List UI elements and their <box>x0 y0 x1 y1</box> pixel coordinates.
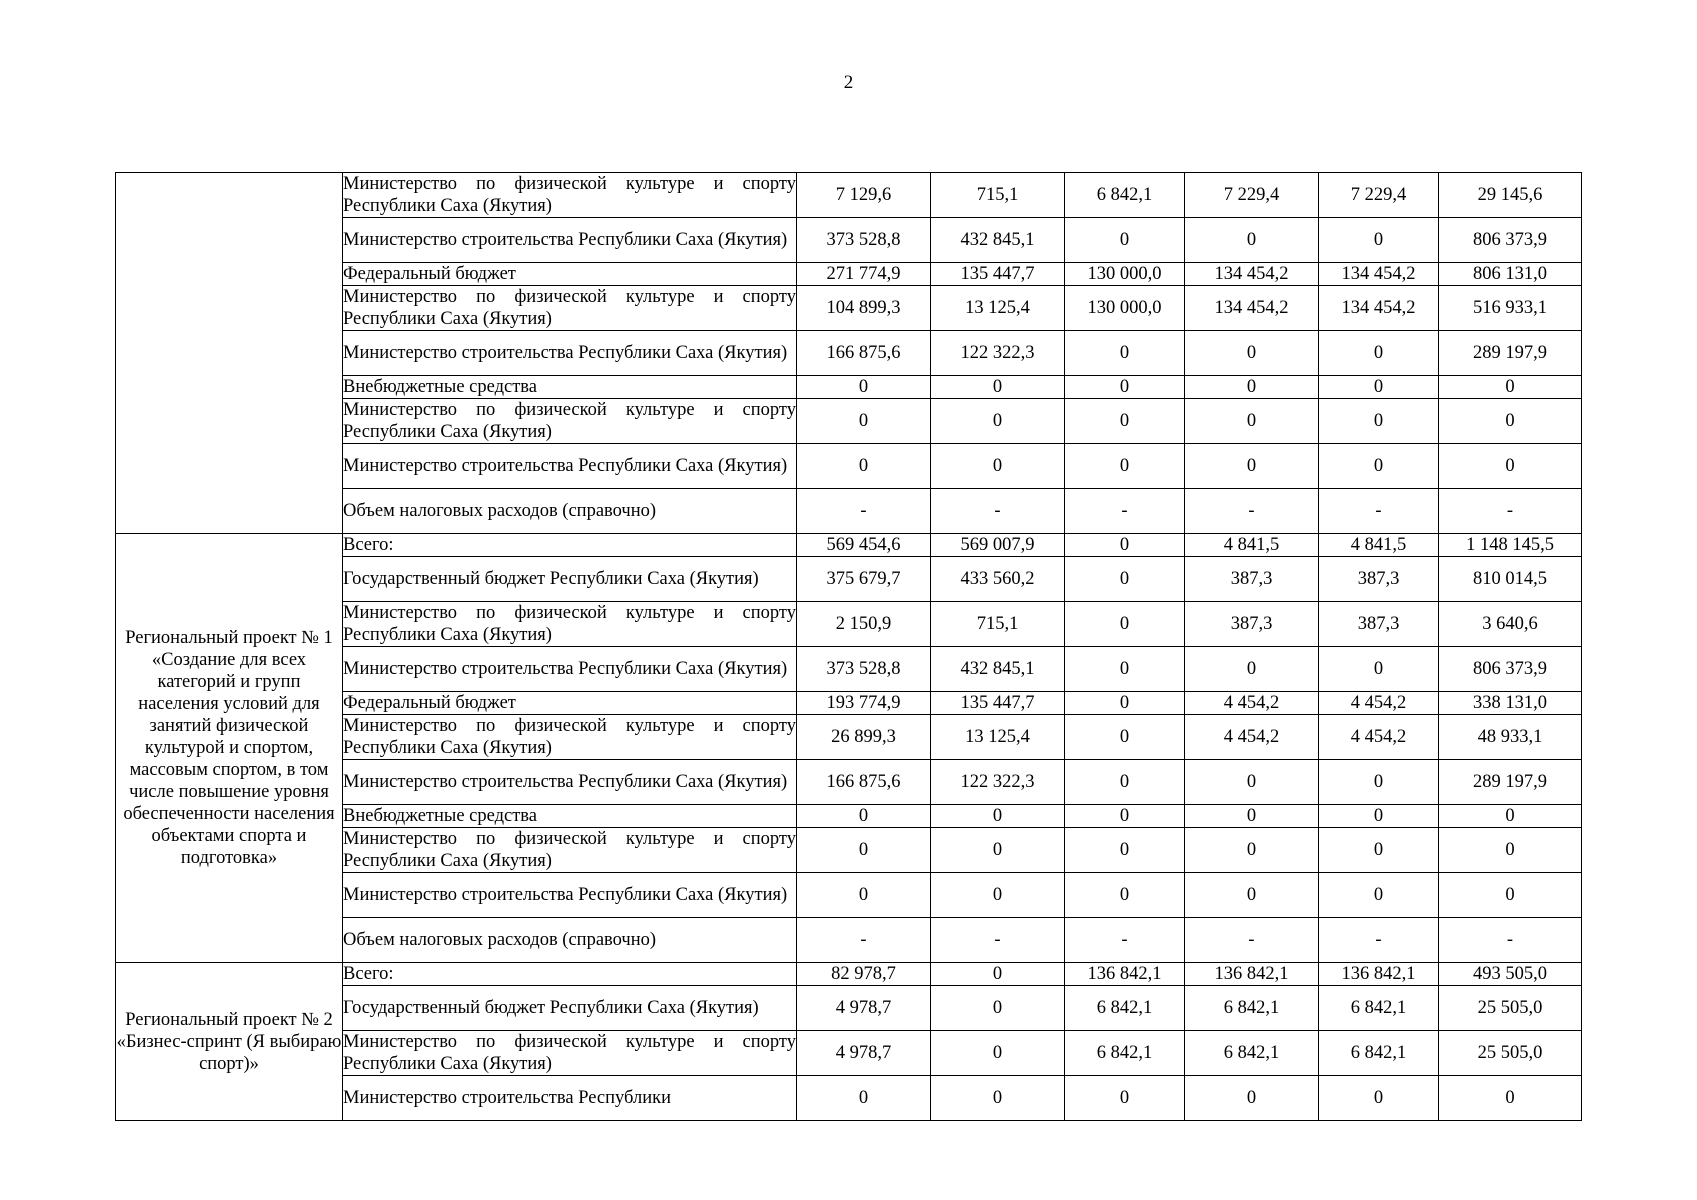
value-2019-cell: 0 <box>797 444 931 489</box>
value-2019-cell: 375 679,7 <box>797 557 931 602</box>
value-2021-cell: - <box>1065 489 1185 534</box>
value-2023-cell: 387,3 <box>1319 557 1439 602</box>
value-2021-cell: 6 842,1 <box>1065 986 1185 1031</box>
value-2022-cell: 0 <box>1185 647 1319 692</box>
value-2019-cell: 166 875,6 <box>797 760 931 805</box>
value-2020-cell: 0 <box>931 1031 1065 1076</box>
funding-source-cell: Министерство строительства Республики Саха (Якутия) <box>343 218 797 263</box>
funding-source-cell: Объем налоговых расходов (справочно) <box>343 918 797 963</box>
value-2019-cell: 2 150,9 <box>797 602 931 647</box>
funding-source-cell: Министерство строительства Республики Саха (Якутия) <box>343 873 797 918</box>
value-2023-cell: 136 842,1 <box>1319 963 1439 986</box>
value-total-cell: 289 197,9 <box>1439 760 1582 805</box>
value-2023-cell: 7 229,4 <box>1319 173 1439 218</box>
funding-source-cell: Министерство строительства Республики <box>343 1076 797 1121</box>
value-2020-cell: - <box>931 918 1065 963</box>
value-2019-cell: - <box>797 489 931 534</box>
budget-table <box>115 172 1582 1121</box>
value-2021-cell: 0 <box>1065 805 1185 828</box>
value-2021-cell: 0 <box>1065 1076 1185 1121</box>
funding-source-cell: Государственный бюджет Республики Саха (Якутия) <box>343 557 797 602</box>
value-2019-cell: 4 978,7 <box>797 986 931 1031</box>
funding-source-cell: Министерство строительства Республики Саха (Якутия) <box>343 647 797 692</box>
value-2021-cell: 0 <box>1065 760 1185 805</box>
value-2023-cell: 0 <box>1319 805 1439 828</box>
value-2023-cell: 0 <box>1319 218 1439 263</box>
funding-source-cell: Министерство по физической культуре и спорту Республики Саха (Якутия) <box>343 287 796 329</box>
value-2020-cell: 432 845,1 <box>931 647 1065 692</box>
value-total-cell: 810 014,5 <box>1439 557 1582 602</box>
value-2021-cell: 0 <box>1065 218 1185 263</box>
funding-source-cell: Всего: <box>343 534 797 557</box>
funding-source-cell: Министерство по физической культуре и спорту Республики Саха (Якутия) <box>343 603 796 645</box>
value-2023-cell: - <box>1319 918 1439 963</box>
value-2019-cell: 0 <box>797 805 931 828</box>
table-row <box>116 963 1582 986</box>
value-2020-cell: 0 <box>931 1076 1065 1121</box>
value-total-cell: - <box>1439 489 1582 534</box>
value-2023-cell: 0 <box>1319 444 1439 489</box>
value-2022-cell: - <box>1185 918 1319 963</box>
value-2020-cell: 13 125,4 <box>931 715 1065 760</box>
value-2019-cell: 569 454,6 <box>797 534 931 557</box>
value-2023-cell: 4 454,2 <box>1319 715 1439 760</box>
value-2019-cell: 373 528,8 <box>797 218 931 263</box>
value-2019-cell: 104 899,3 <box>797 286 931 331</box>
value-2021-cell: 0 <box>1065 399 1185 444</box>
value-2019-cell: 0 <box>797 828 931 873</box>
value-2023-cell: 0 <box>1319 399 1439 444</box>
value-2022-cell: 0 <box>1185 376 1319 399</box>
value-total-cell: 48 933,1 <box>1439 715 1582 760</box>
value-2021-cell: 0 <box>1065 692 1185 715</box>
funding-source-cell: Министерство строительства Республики Саха (Якутия) <box>343 760 797 805</box>
value-2022-cell: 0 <box>1185 331 1319 376</box>
value-2023-cell: 387,3 <box>1319 602 1439 647</box>
value-2020-cell: 122 322,3 <box>931 760 1065 805</box>
table-row <box>116 534 1582 557</box>
value-2021-cell: 6 842,1 <box>1065 1031 1185 1076</box>
value-2021-cell: 0 <box>1065 602 1185 647</box>
program-name-cell: Региональный проект № 1 «Создание для всех категорий и групп населения условий для занятий физической культурой и спортом, массовым спортом, в том числе повышение уровня обеспеченности населения объектами спорта и подготовка» <box>116 534 343 963</box>
value-2022-cell: 134 454,2 <box>1185 286 1319 331</box>
value-2021-cell: 130 000,0 <box>1065 263 1185 286</box>
value-total-cell: - <box>1439 918 1582 963</box>
value-2022-cell: - <box>1185 489 1319 534</box>
value-total-cell: 29 145,6 <box>1439 173 1582 218</box>
value-2019-cell: 26 899,3 <box>797 715 931 760</box>
funding-source-cell: Министерство строительства Республики Саха (Якутия) <box>343 331 797 376</box>
value-total-cell: 0 <box>1439 1076 1582 1121</box>
value-2020-cell: 0 <box>931 399 1065 444</box>
value-2019-cell: 0 <box>797 1076 931 1121</box>
value-2023-cell: 0 <box>1319 828 1439 873</box>
value-2020-cell: 135 447,7 <box>931 692 1065 715</box>
value-2021-cell: 0 <box>1065 647 1185 692</box>
value-2020-cell: 122 322,3 <box>931 331 1065 376</box>
value-2021-cell: 0 <box>1065 376 1185 399</box>
value-total-cell: 0 <box>1439 873 1582 918</box>
program-name-cell: Региональный проект № 2 «Бизнес-спринт (Я выбираю спорт)» <box>116 963 343 1121</box>
value-2019-cell: 166 875,6 <box>797 331 931 376</box>
value-2022-cell: 6 842,1 <box>1185 1031 1319 1076</box>
table-row <box>116 173 1582 218</box>
funding-source-cell: Министерство по физической культуре и спорту Республики Саха (Якутия) <box>343 174 796 216</box>
value-2020-cell: - <box>931 489 1065 534</box>
value-2020-cell: 715,1 <box>931 602 1065 647</box>
value-total-cell: 0 <box>1439 828 1582 873</box>
value-2023-cell: 134 454,2 <box>1319 263 1439 286</box>
value-2022-cell: 0 <box>1185 760 1319 805</box>
value-total-cell: 0 <box>1439 399 1582 444</box>
funding-source-cell: Министерство строительства Республики Саха (Якутия) <box>343 444 797 489</box>
value-2023-cell: 0 <box>1319 1076 1439 1121</box>
value-2022-cell: 4 841,5 <box>1185 534 1319 557</box>
table-body <box>116 173 1582 1121</box>
value-total-cell: 289 197,9 <box>1439 331 1582 376</box>
value-2021-cell: 0 <box>1065 331 1185 376</box>
funding-source-cell: Министерство по физической культуре и спорту Республики Саха (Якутия) <box>343 716 796 758</box>
value-total-cell: 3 640,6 <box>1439 602 1582 647</box>
value-2021-cell: 0 <box>1065 534 1185 557</box>
value-total-cell: 493 505,0 <box>1439 963 1582 986</box>
value-2019-cell: 0 <box>797 399 931 444</box>
value-2022-cell: 4 454,2 <box>1185 715 1319 760</box>
value-2020-cell: 0 <box>931 805 1065 828</box>
funding-source-cell: Внебюджетные средства <box>343 805 797 828</box>
funding-source-cell: Объем налоговых расходов (справочно) <box>343 489 797 534</box>
value-2022-cell: 0 <box>1185 444 1319 489</box>
value-2023-cell: 4 454,2 <box>1319 692 1439 715</box>
value-2022-cell: 7 229,4 <box>1185 173 1319 218</box>
value-2023-cell: 0 <box>1319 647 1439 692</box>
value-2019-cell: 4 978,7 <box>797 1031 931 1076</box>
value-2021-cell: 0 <box>1065 715 1185 760</box>
value-2022-cell: 0 <box>1185 828 1319 873</box>
value-2021-cell: 6 842,1 <box>1065 173 1185 218</box>
value-2022-cell: 4 454,2 <box>1185 692 1319 715</box>
value-total-cell: 0 <box>1439 805 1582 828</box>
value-2021-cell: 0 <box>1065 557 1185 602</box>
value-2022-cell: 134 454,2 <box>1185 263 1319 286</box>
funding-source-cell: Всего: <box>343 963 797 986</box>
value-2021-cell: 0 <box>1065 444 1185 489</box>
value-total-cell: 806 373,9 <box>1439 647 1582 692</box>
value-2020-cell: 569 007,9 <box>931 534 1065 557</box>
value-2023-cell: - <box>1319 489 1439 534</box>
value-2023-cell: 6 842,1 <box>1319 986 1439 1031</box>
value-2022-cell: 0 <box>1185 873 1319 918</box>
value-2019-cell: 193 774,9 <box>797 692 931 715</box>
value-2023-cell: 0 <box>1319 376 1439 399</box>
value-2023-cell: 134 454,2 <box>1319 286 1439 331</box>
value-2020-cell: 135 447,7 <box>931 263 1065 286</box>
value-total-cell: 1 148 145,5 <box>1439 534 1582 557</box>
value-2020-cell: 0 <box>931 963 1065 986</box>
value-2023-cell: 0 <box>1319 873 1439 918</box>
funding-source-cell: Федеральный бюджет <box>343 263 797 286</box>
value-2023-cell: 4 841,5 <box>1319 534 1439 557</box>
value-2020-cell: 13 125,4 <box>931 286 1065 331</box>
value-total-cell: 25 505,0 <box>1439 1031 1582 1076</box>
value-2022-cell: 0 <box>1185 1076 1319 1121</box>
value-2019-cell: 373 528,8 <box>797 647 931 692</box>
value-2023-cell: 0 <box>1319 331 1439 376</box>
value-2020-cell: 0 <box>931 986 1065 1031</box>
value-total-cell: 806 373,9 <box>1439 218 1582 263</box>
funding-source-cell: Министерство по физической культуре и спорту Республики Саха (Якутия) <box>343 1032 796 1074</box>
value-2019-cell: 82 978,7 <box>797 963 931 986</box>
value-total-cell: 338 131,0 <box>1439 692 1582 715</box>
value-2022-cell: 0 <box>1185 805 1319 828</box>
value-2019-cell: - <box>797 918 931 963</box>
value-2019-cell: 271 774,9 <box>797 263 931 286</box>
value-2020-cell: 0 <box>931 444 1065 489</box>
value-2019-cell: 7 129,6 <box>797 173 931 218</box>
value-2019-cell: 0 <box>797 873 931 918</box>
value-total-cell: 516 933,1 <box>1439 286 1582 331</box>
value-2020-cell: 0 <box>931 828 1065 873</box>
value-2022-cell: 0 <box>1185 399 1319 444</box>
value-2020-cell: 0 <box>931 873 1065 918</box>
value-2023-cell: 0 <box>1319 760 1439 805</box>
value-2020-cell: 432 845,1 <box>931 218 1065 263</box>
value-2022-cell: 387,3 <box>1185 557 1319 602</box>
value-2023-cell: 6 842,1 <box>1319 1031 1439 1076</box>
program-name-cell <box>116 173 343 534</box>
value-total-cell: 0 <box>1439 444 1582 489</box>
value-2021-cell: - <box>1065 918 1185 963</box>
funding-source-cell: Внебюджетные средства <box>343 376 797 399</box>
funding-source-cell: Министерство по физической культуре и спорту Республики Саха (Якутия) <box>343 829 796 871</box>
value-2022-cell: 6 842,1 <box>1185 986 1319 1031</box>
value-total-cell: 0 <box>1439 376 1582 399</box>
value-2020-cell: 715,1 <box>931 173 1065 218</box>
value-2021-cell: 136 842,1 <box>1065 963 1185 986</box>
page-number: 2 <box>843 72 854 93</box>
value-2020-cell: 0 <box>931 376 1065 399</box>
value-total-cell: 25 505,0 <box>1439 986 1582 1031</box>
value-2020-cell: 433 560,2 <box>931 557 1065 602</box>
value-2019-cell: 0 <box>797 376 931 399</box>
funding-source-cell: Министерство по физической культуре и спорту Республики Саха (Якутия) <box>343 400 796 442</box>
value-2022-cell: 136 842,1 <box>1185 963 1319 986</box>
value-total-cell: 806 131,0 <box>1439 263 1582 286</box>
value-2021-cell: 0 <box>1065 828 1185 873</box>
funding-source-cell: Государственный бюджет Республики Саха (Якутия) <box>343 986 797 1031</box>
funding-source-cell: Федеральный бюджет <box>343 692 797 715</box>
value-2022-cell: 387,3 <box>1185 602 1319 647</box>
value-2021-cell: 0 <box>1065 873 1185 918</box>
value-2022-cell: 0 <box>1185 218 1319 263</box>
value-2021-cell: 130 000,0 <box>1065 286 1185 331</box>
